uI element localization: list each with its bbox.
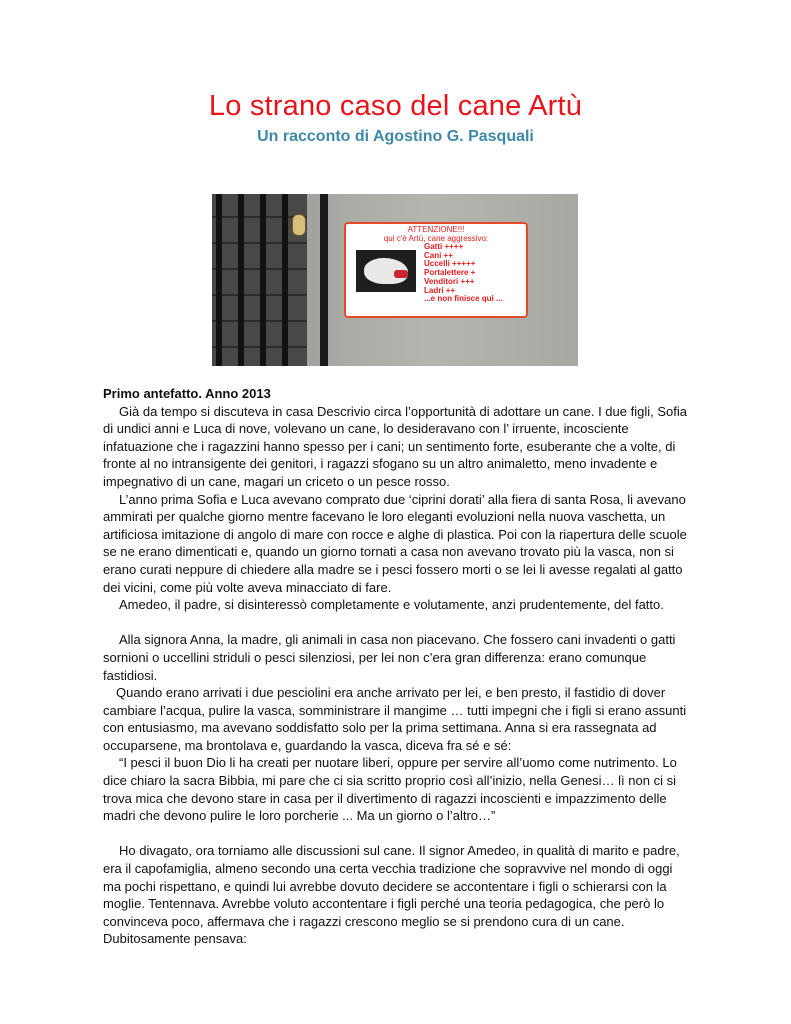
paragraph: Ho divagato, ora torniamo alle discussioni sul cane. Il signor Amedeo, in qualità di marito e padre, era il capofamiglia, almeno secondo una certa vecchia tradizione che sopravvive nel mondo di oggi ma pochi rispettano, e quindi lui avrebbe dovuto decidere se accontentare i figli o schierarsi con la moglie. Tentennava. Avrebbe voluto accontentare i figli perché una teoria pedagogica, che però lo convinceva poco, affermava che i ragazzi crescono meglio se si prendono cura di un cane. Dubitosamente pensava: [103,843,680,947]
seal-icon [292,214,306,236]
gate-bars [212,194,332,366]
document-title: Lo strano caso del cane Artù [208,90,583,122]
sign-item: ...e non finisce qui ... [424,294,503,304]
paragraph: “I pesci il buon Dio li ha creati per nuotare liberi, oppure per servire all’uomo come nutrimento. Lo dice chiaro la sacra Bibbia, mi pare che ci sia scritto proprio così all’inizio, nella Genesi… lì non ci si trova mica che devono stare in casa per il divertimento di ragazzi incoscienti e impazzimento delle madri che devono pulire le loro porcherie ... Ma un giorno o l’altro…” [103,755,677,824]
paragraph: Alla signora Anna, la madre, gli animali in casa non piacevano. Che fossero cani invadenti o gatti sornioni o uccellini striduli o pesci silenziosi, per lei non c’era gran differenza: erano comunque fastidiosi. [103,632,676,683]
sign-item: Cani ++ [424,250,453,260]
sign-item: Ladri ++ [424,285,456,295]
paragraph: Amedeo, il padre, si disinteressò completamente e volutamente, anzi prudentemente, del fatto. [119,597,664,613]
paragraph: Già da tempo si discuteva in casa Descrivio circa l’opportunità di adottare un cane. I due figli, Sofia di undici anni e Luca di nove, volevano un cane, lo desideravano con l’ irruente, incosciente infatuazione che i ragazzini hanno spesso per i cani; un sentimento forte, esuberante che a volte, di fronte al no intransigente dei genitori, i ragazzi sfogano su un altro animaletto, meno invadente e impegnativo di un cane, magari un criceto o un pesce rosso. [103,403,687,489]
warning-sign [344,222,528,318]
dog-mouth [394,270,408,278]
section-heading: Primo antefatto. Anno 2013 [103,386,271,401]
paragraph: Quando erano arrivati i due pesciolini era anche arrivato per lei, e ben presto, il fastidio di dover cambiare l’acqua, pulire la vasca, somministrare il mangime … tutti impegni che i figli si erano assunti con entusiasmo, ma avevano soddisfatto solo per la prima settimana. Anna si era rassegnata ad occuparsene, ma brontolava e, guardando la vasca, diceva fra sé e sé: [103,685,687,753]
gate-post [320,194,328,366]
sign-item: Uccelli +++++ [424,259,476,269]
story-body [103,385,693,948]
sign-item: Portalettere + [424,268,476,278]
sign-heading-2: qui c'è Artù, cane aggressivo: [383,234,489,243]
sign-heading-1: ATTENZIONE!!! [407,225,465,234]
dog-photo [356,250,416,292]
sign-item: Venditori +++ [424,276,475,286]
document-subtitle: Un racconto di Agostino G. Pasquali [257,128,534,145]
paragraph: L’anno prima Sofia e Luca avevano comprato due ‘ciprini dorati’ alla fiera di santa Rosa, li avevano ammirati per qualche giorno mentre facevano le loro eleganti evoluzioni nella nuova vaschetta, un artificiosa imitazione di angolo di mare con rocce e alghe di plastica. Poi con la riapertura delle scuole se ne erano dimenticati e, quando un giorno tornati a casa non avevano trovato più la vasca, non si erano curati neppure di chiedere alla madre se i pesci fossero morti o se lei li avesse regalati al gatto dei vicini, come più volte aveva minacciato di fare. [103,491,687,595]
cover-photo [212,194,578,366]
sign-list [424,243,503,304]
sign-item: Gatti ++++ [424,242,464,251]
